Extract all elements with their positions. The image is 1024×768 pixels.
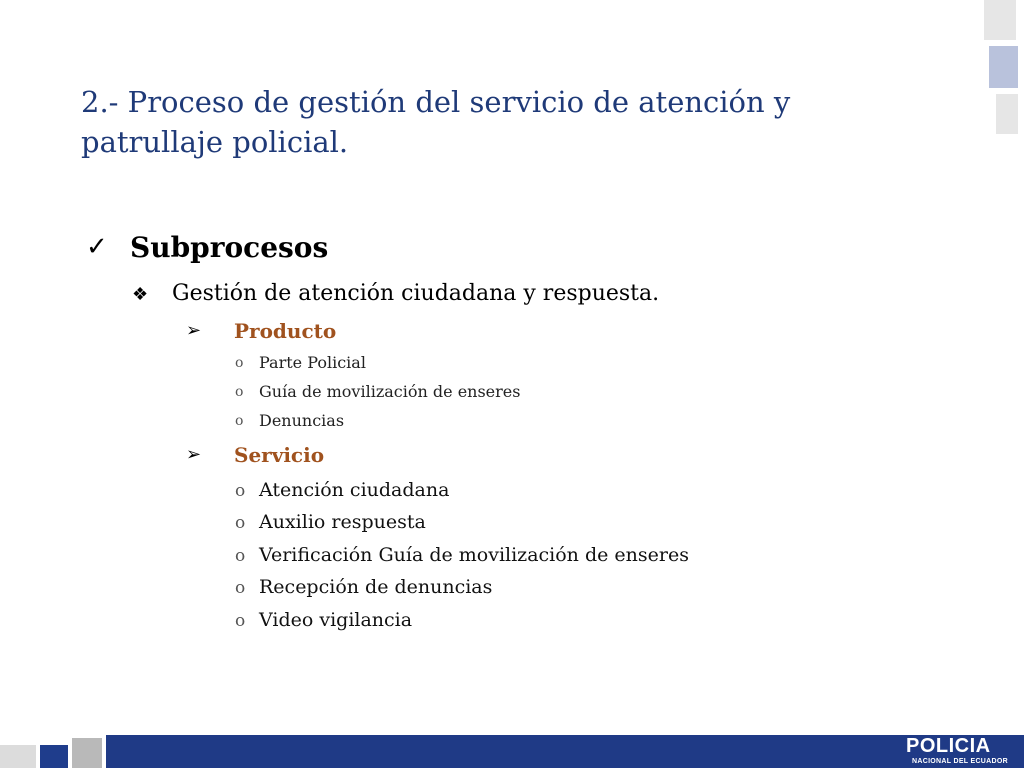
circle-bullet-icon: o: [235, 513, 246, 533]
checkmark-icon: ✓: [86, 232, 108, 262]
decorative-square-bottom: [996, 94, 1018, 134]
list-item: Denuncias: [259, 411, 345, 430]
circle-bullet-icon: o: [235, 481, 246, 501]
arrow-bullet-icon: ➢: [186, 444, 202, 465]
list-item: Auxilio respuesta: [259, 511, 426, 533]
list-item: Verificación Guía de movilización de enseres: [259, 544, 689, 566]
list-item: Guía de movilización de enseres: [259, 382, 521, 401]
decorative-square-middle: [989, 46, 1018, 88]
slide-title: 2.- Proceso de gestión del servicio de atención y patrullaje policial.: [81, 85, 791, 159]
gestion-heading: Gestión de atención ciudadana y respuesta.: [172, 281, 660, 306]
policia-logo: [906, 735, 1008, 766]
decorative-square-top: [984, 0, 1016, 40]
servicio-heading: Servicio: [234, 443, 325, 467]
footer-square-light: [0, 745, 36, 768]
circle-bullet-icon: o: [235, 384, 244, 400]
producto-heading: Producto: [234, 319, 337, 343]
logo-subtitle: NACIONAL DEL ECUADOR: [912, 758, 1008, 765]
list-item: Atención ciudadana: [259, 479, 450, 501]
list-item: Parte Policial: [259, 353, 366, 372]
circle-bullet-icon: o: [235, 546, 246, 566]
subprocesos-heading: Subprocesos: [130, 231, 329, 264]
circle-bullet-icon: o: [235, 413, 244, 429]
circle-bullet-icon: o: [235, 611, 246, 631]
footer-square-blue: [40, 745, 68, 768]
circle-bullet-icon: o: [235, 578, 246, 598]
list-item: Video vigilancia: [259, 609, 413, 631]
footer-square-gray: [72, 738, 102, 768]
diamond-bullet-icon: ❖: [132, 284, 149, 305]
circle-bullet-icon: o: [235, 355, 244, 371]
footer-bar: [106, 735, 1024, 768]
logo-title: POLICIA: [906, 735, 991, 757]
arrow-bullet-icon: ➢: [186, 320, 202, 341]
list-item: Recepción de denuncias: [259, 576, 493, 598]
